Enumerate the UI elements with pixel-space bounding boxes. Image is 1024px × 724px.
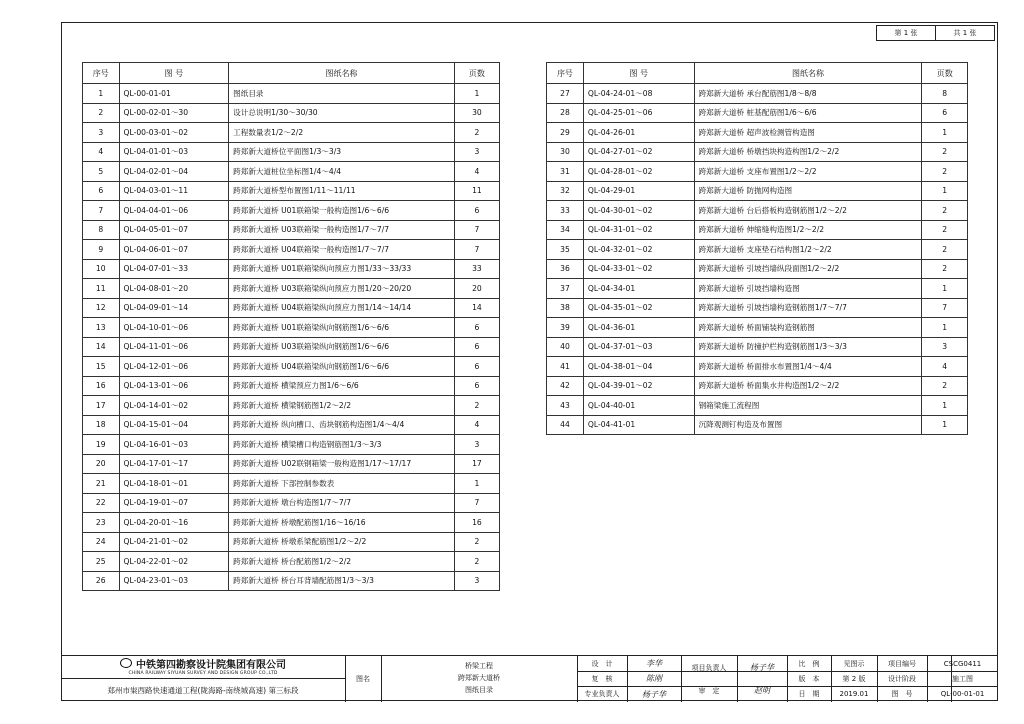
table-row bbox=[547, 123, 968, 143]
row-drawing-name: 跨郑新大道桥 U01联箱梁纵向钢筋图1/6～6/6 bbox=[229, 318, 455, 338]
row-number: 2 bbox=[83, 103, 120, 123]
row-page-count: 20 bbox=[454, 279, 499, 299]
row-number: 7 bbox=[83, 201, 120, 221]
design-stage-label: 设计阶段 bbox=[888, 674, 916, 683]
row-drawing-number: QL-04-39-01～02 bbox=[583, 376, 694, 396]
date-value: 2019.01 bbox=[839, 690, 869, 698]
row-drawing-name: 跨郑新大道桩位坐标图1/4～4/4 bbox=[229, 162, 455, 182]
row-number: 18 bbox=[83, 415, 120, 435]
row-drawing-name: 跨郑新大道桥 桥墩挡块构造构图1/2～2/2 bbox=[694, 142, 922, 162]
row-page-count: 7 bbox=[922, 298, 968, 318]
row-drawing-number: QL-04-06-01～07 bbox=[119, 240, 229, 260]
figure-number-label: 图 号 bbox=[891, 690, 913, 698]
table-row bbox=[547, 142, 968, 162]
row-page-count: 4 bbox=[454, 162, 499, 182]
row-drawing-name: 跨郑新大道桥 超声波检测管构造图 bbox=[694, 123, 922, 143]
row-drawing-name: 跨郑新大道桥 U03联箱梁纵向预应力图1/20～20/20 bbox=[229, 279, 455, 299]
row-number: 15 bbox=[83, 357, 120, 377]
table-row bbox=[83, 396, 500, 416]
row-drawing-name: 跨郑新大道桥 支座布置图1/2～2/2 bbox=[694, 162, 922, 182]
scale-label: 比 例 bbox=[798, 659, 820, 668]
row-drawing-number: QL-04-04-01～06 bbox=[119, 201, 229, 221]
row-number: 4 bbox=[83, 142, 120, 162]
title-line-2: 跨郑新大道桥 bbox=[458, 674, 500, 682]
row-drawing-number: QL-04-30-01～02 bbox=[583, 201, 694, 221]
row-number: 17 bbox=[83, 396, 120, 416]
table-row bbox=[83, 571, 500, 591]
project-lead-label: 项目负责人 bbox=[691, 663, 727, 672]
row-page-count: 2 bbox=[922, 240, 968, 260]
row-drawing-number: QL-04-08-01～20 bbox=[119, 279, 229, 299]
row-drawing-number: QL-04-25-01～06 bbox=[583, 103, 694, 123]
row-number: 30 bbox=[547, 142, 584, 162]
row-drawing-number: QL-04-10-01～06 bbox=[119, 318, 229, 338]
sheet-number: 第 1 张 bbox=[877, 26, 936, 40]
row-drawing-number: QL-04-02-01～04 bbox=[119, 162, 229, 182]
row-drawing-name: 工程数量表1/2～2/2 bbox=[229, 123, 455, 143]
table-row bbox=[547, 337, 968, 357]
table-row bbox=[83, 201, 500, 221]
row-page-count: 3 bbox=[922, 337, 968, 357]
review-label: 审 定 bbox=[698, 686, 720, 695]
row-drawing-number: QL-04-37-01～03 bbox=[583, 337, 694, 357]
table-row bbox=[83, 181, 500, 201]
row-drawing-number: QL-04-09-01～14 bbox=[119, 298, 229, 318]
table-row bbox=[547, 396, 968, 416]
row-drawing-number: QL-04-41-01 bbox=[583, 415, 694, 435]
row-page-count: 8 bbox=[922, 84, 968, 104]
row-number: 31 bbox=[547, 162, 584, 182]
row-drawing-name: 跨郑新大道桥 U03联箱梁纵向钢筋图1/6～6/6 bbox=[229, 337, 455, 357]
row-drawing-name: 跨郑新大道桥 防撞护栏构造钢筋图1/3～3/3 bbox=[694, 337, 922, 357]
table-row bbox=[83, 454, 500, 474]
row-drawing-name: 跨郑新大道桥 U01联箱梁一般构造图1/6～6/6 bbox=[229, 201, 455, 221]
row-drawing-number: QL-04-23-01～03 bbox=[119, 571, 229, 591]
row-drawing-number: QL-04-36-01 bbox=[583, 318, 694, 338]
row-page-count: 3 bbox=[454, 571, 499, 591]
row-number: 41 bbox=[547, 357, 584, 377]
row-drawing-number: QL-00-03-01～02 bbox=[119, 123, 229, 143]
row-drawing-number: QL-04-34-01 bbox=[583, 279, 694, 299]
company-name: 中铁第四勘察设计院集团有限公司 bbox=[61, 656, 345, 670]
date-label: 日 期 bbox=[798, 690, 820, 698]
row-drawing-number: QL-04-20-01～16 bbox=[119, 513, 229, 533]
row-drawing-name: 跨郑新大道桥 横梁预应力图1/6～6/6 bbox=[229, 376, 455, 396]
project-name: 郑州市粜西路快速通道工程(陇海路-南绕城高速) 第三标段 bbox=[107, 686, 299, 695]
table-row bbox=[83, 259, 500, 279]
row-number: 20 bbox=[83, 454, 120, 474]
row-number: 25 bbox=[83, 552, 120, 572]
project-number-label: 项目编号 bbox=[888, 659, 916, 668]
row-drawing-number: QL-04-15-01～04 bbox=[119, 415, 229, 435]
table-row bbox=[83, 103, 500, 123]
row-drawing-number: QL-04-14-01～02 bbox=[119, 396, 229, 416]
row-drawing-number: QL-04-31-01～02 bbox=[583, 220, 694, 240]
row-page-count: 7 bbox=[454, 240, 499, 260]
row-drawing-name: 跨郑新大道桥 桥面集水井构造图1/2～2/2 bbox=[694, 376, 922, 396]
row-page-count: 1 bbox=[922, 396, 968, 416]
row-number: 32 bbox=[547, 181, 584, 201]
row-page-count: 6 bbox=[454, 357, 499, 377]
row-page-count: 7 bbox=[454, 220, 499, 240]
row-page-count: 1 bbox=[922, 318, 968, 338]
version-label: 版 本 bbox=[798, 674, 820, 683]
header-no: 序号 bbox=[83, 63, 120, 84]
table-row bbox=[83, 376, 500, 396]
row-drawing-name: 跨郑新大道桥 U01联箱梁纵向预应力图1/33～33/33 bbox=[229, 259, 455, 279]
design-signature: 李华 bbox=[646, 659, 662, 668]
row-drawing-number: QL-04-38-01～04 bbox=[583, 357, 694, 377]
table-row bbox=[547, 181, 968, 201]
row-page-count: 17 bbox=[454, 454, 499, 474]
project-lead-signature: 杨子华 bbox=[750, 663, 774, 672]
row-page-count: 11 bbox=[454, 181, 499, 201]
row-drawing-number: QL-04-03-01～11 bbox=[119, 181, 229, 201]
table-row bbox=[547, 298, 968, 318]
row-drawing-number: QL-04-35-01～02 bbox=[583, 298, 694, 318]
header-drawing-no: 图 号 bbox=[119, 63, 229, 84]
row-drawing-name: 跨郑新大道桥 U04联箱梁一般构造图1/7～7/7 bbox=[229, 240, 455, 260]
table-row bbox=[83, 220, 500, 240]
row-page-count: 4 bbox=[922, 357, 968, 377]
row-number: 33 bbox=[547, 201, 584, 221]
row-drawing-name: 跨郑新大道桥 U04联箱梁纵向预应力图1/14～14/14 bbox=[229, 298, 455, 318]
table-row bbox=[83, 162, 500, 182]
header-name: 图纸名称 bbox=[694, 63, 922, 84]
table-row bbox=[547, 103, 968, 123]
row-drawing-number: QL-04-01-01～03 bbox=[119, 142, 229, 162]
row-drawing-number: QL-04-13-01～06 bbox=[119, 376, 229, 396]
row-drawing-name: 跨郑新大道桥 承台配筋图1/8～8/8 bbox=[694, 84, 922, 104]
row-drawing-number: QL-04-19-01～07 bbox=[119, 493, 229, 513]
table-row bbox=[83, 435, 500, 455]
row-page-count: 1 bbox=[454, 84, 499, 104]
row-drawing-number: QL-04-22-01～02 bbox=[119, 552, 229, 572]
table-row bbox=[83, 240, 500, 260]
row-number: 11 bbox=[83, 279, 120, 299]
row-drawing-number: QL-04-07-01～33 bbox=[119, 259, 229, 279]
row-page-count: 6 bbox=[922, 103, 968, 123]
row-drawing-name: 跨郑新大道桥 墩台构造图1/7～7/7 bbox=[229, 493, 455, 513]
row-page-count: 2 bbox=[454, 123, 499, 143]
row-page-count: 2 bbox=[922, 201, 968, 221]
table-row bbox=[547, 240, 968, 260]
row-number: 9 bbox=[83, 240, 120, 260]
row-drawing-name: 跨郑新大道桥 U02联钢箱梁一般构造图1/17～17/17 bbox=[229, 454, 455, 474]
table-row bbox=[83, 298, 500, 318]
header-name: 图纸名称 bbox=[229, 63, 455, 84]
drawing-title-label: 图名 bbox=[356, 675, 370, 683]
row-page-count: 16 bbox=[454, 513, 499, 533]
table-row bbox=[83, 357, 500, 377]
header-pages: 页数 bbox=[454, 63, 499, 84]
row-number: 12 bbox=[83, 298, 120, 318]
row-drawing-name: 跨郑新大道桥 桥墩系梁配筋图1/2～2/2 bbox=[229, 532, 455, 552]
row-drawing-number: QL-04-32-01～02 bbox=[583, 240, 694, 260]
row-number: 19 bbox=[83, 435, 120, 455]
row-drawing-name: 跨郑新大道桥 防抛网构造图 bbox=[694, 181, 922, 201]
check-label: 复 核 bbox=[591, 674, 613, 683]
design-label: 设 计 bbox=[591, 659, 613, 668]
row-page-count: 14 bbox=[454, 298, 499, 318]
row-number: 26 bbox=[83, 571, 120, 591]
specialist-label: 专业负责人 bbox=[584, 690, 620, 698]
row-drawing-number: QL-04-11-01～06 bbox=[119, 337, 229, 357]
row-page-count: 6 bbox=[454, 376, 499, 396]
row-drawing-number: QL-00-02-01～30 bbox=[119, 103, 229, 123]
row-number: 28 bbox=[547, 103, 584, 123]
table-row bbox=[83, 337, 500, 357]
row-page-count: 2 bbox=[454, 552, 499, 572]
table-row bbox=[83, 493, 500, 513]
design-stage-value: 施工图 bbox=[952, 674, 973, 683]
row-drawing-number: QL-04-28-01～02 bbox=[583, 162, 694, 182]
row-number: 22 bbox=[83, 493, 120, 513]
row-drawing-name: 跨郑新大道桥 引坡挡墙纵段面图1/2～2/2 bbox=[694, 259, 922, 279]
row-page-count: 3 bbox=[454, 142, 499, 162]
row-number: 24 bbox=[83, 532, 120, 552]
row-page-count: 4 bbox=[454, 415, 499, 435]
row-number: 14 bbox=[83, 337, 120, 357]
row-page-count: 7 bbox=[454, 493, 499, 513]
row-number: 29 bbox=[547, 123, 584, 143]
row-page-count: 1 bbox=[922, 415, 968, 435]
table-row bbox=[547, 415, 968, 435]
drawing-index-table-left bbox=[82, 62, 500, 591]
row-page-count: 1 bbox=[454, 474, 499, 494]
title-line-1: 桥梁工程 bbox=[465, 662, 493, 670]
row-number: 44 bbox=[547, 415, 584, 435]
row-drawing-name: 跨郑新大道桥 伸缩缝构造图1/2～2/2 bbox=[694, 220, 922, 240]
row-drawing-number: QL-04-29-01 bbox=[583, 181, 694, 201]
row-number: 35 bbox=[547, 240, 584, 260]
row-number: 39 bbox=[547, 318, 584, 338]
row-page-count: 2 bbox=[922, 376, 968, 396]
table-row bbox=[83, 123, 500, 143]
row-number: 16 bbox=[83, 376, 120, 396]
row-number: 10 bbox=[83, 259, 120, 279]
table-row bbox=[83, 318, 500, 338]
row-drawing-name: 跨郑新大道桥 横梁钢筋图1/2～2/2 bbox=[229, 396, 455, 416]
sheet-counter bbox=[876, 25, 995, 41]
review-signature: 赵明 bbox=[754, 686, 770, 695]
row-page-count: 2 bbox=[922, 142, 968, 162]
row-number: 23 bbox=[83, 513, 120, 533]
row-drawing-name: 跨郑新大道桥 引坡挡墙构造钢筋图1/7～7/7 bbox=[694, 298, 922, 318]
row-drawing-number: QL-04-21-01～02 bbox=[119, 532, 229, 552]
row-page-count: 2 bbox=[922, 220, 968, 240]
sheet-total: 共 1 张 bbox=[953, 29, 977, 37]
row-number: 6 bbox=[83, 181, 120, 201]
row-page-count: 2 bbox=[922, 259, 968, 279]
row-drawing-number: QL-04-16-01～03 bbox=[119, 435, 229, 455]
row-page-count: 6 bbox=[454, 337, 499, 357]
row-number: 40 bbox=[547, 337, 584, 357]
table-row bbox=[547, 220, 968, 240]
row-drawing-number: QL-04-05-01～07 bbox=[119, 220, 229, 240]
row-drawing-name: 跨郑新大道桥 桥面铺装构造钢筋图 bbox=[694, 318, 922, 338]
scale-value: 见图示 bbox=[843, 659, 865, 668]
row-drawing-name: 跨郑新大道桥 支座垫石结构图1/2～2/2 bbox=[694, 240, 922, 260]
row-drawing-number: QL-04-24-01～08 bbox=[583, 84, 694, 104]
table-row bbox=[83, 415, 500, 435]
row-drawing-number: QL-04-12-01～06 bbox=[119, 357, 229, 377]
row-drawing-name: 跨郑新大道桥 桥台耳背墙配筋图1/3～3/3 bbox=[229, 571, 455, 591]
row-drawing-number: QL-04-27-01～02 bbox=[583, 142, 694, 162]
row-drawing-number: QL-04-18-01～01 bbox=[119, 474, 229, 494]
row-number: 34 bbox=[547, 220, 584, 240]
check-signature: 陈刚 bbox=[646, 674, 662, 683]
title-line-3: 图纸目录 bbox=[465, 686, 493, 694]
row-number: 36 bbox=[547, 259, 584, 279]
header-no: 序号 bbox=[547, 63, 584, 84]
row-page-count: 1 bbox=[922, 181, 968, 201]
header-pages: 页数 bbox=[922, 63, 968, 84]
row-page-count: 2 bbox=[454, 396, 499, 416]
row-page-count: 6 bbox=[454, 318, 499, 338]
row-drawing-name: 跨郑新大道桥 横梁槽口构造钢筋图1/3～3/3 bbox=[229, 435, 455, 455]
table-row bbox=[83, 474, 500, 494]
figure-number-value: QL-00-01-01 bbox=[940, 690, 985, 698]
row-number: 37 bbox=[547, 279, 584, 299]
row-number: 38 bbox=[547, 298, 584, 318]
row-page-count: 1 bbox=[922, 123, 968, 143]
row-number: 42 bbox=[547, 376, 584, 396]
row-drawing-name: 跨郑新大道桥 U04联箱梁纵向钢筋图1/6～6/6 bbox=[229, 357, 455, 377]
table-row bbox=[547, 259, 968, 279]
row-drawing-number: QL-04-33-01～02 bbox=[583, 259, 694, 279]
table-header-row bbox=[83, 63, 500, 84]
row-number: 1 bbox=[83, 84, 120, 104]
row-drawing-name: 跨郑新大道桥位平面图1/3～3/3 bbox=[229, 142, 455, 162]
row-page-count: 30 bbox=[454, 103, 499, 123]
row-drawing-number: QL-04-26-01 bbox=[583, 123, 694, 143]
row-drawing-name: 设计总说明1/30～30/30 bbox=[229, 103, 455, 123]
row-drawing-number: QL-04-17-01～17 bbox=[119, 454, 229, 474]
row-page-count: 2 bbox=[922, 162, 968, 182]
row-drawing-name: 跨郑新大道桥 桩基配筋图1/6～6/6 bbox=[694, 103, 922, 123]
row-number: 43 bbox=[547, 396, 584, 416]
table-row bbox=[83, 142, 500, 162]
row-number: 13 bbox=[83, 318, 120, 338]
table-row bbox=[83, 279, 500, 299]
company-logo-icon bbox=[120, 658, 132, 668]
row-drawing-number: QL-04-40-01 bbox=[583, 396, 694, 416]
project-number-value: CSCG0411 bbox=[943, 659, 982, 668]
row-drawing-name: 跨郑新大道桥 台后搭板构造钢筋图1/2～2/2 bbox=[694, 201, 922, 221]
row-page-count: 33 bbox=[454, 259, 499, 279]
row-number: 8 bbox=[83, 220, 120, 240]
row-drawing-name: 跨郑新大道桥 U03联箱梁一般构造图1/7～7/7 bbox=[229, 220, 455, 240]
row-drawing-name: 钢箱梁施工流程图 bbox=[694, 396, 922, 416]
row-drawing-name: 沉降观测钉构造及布置图 bbox=[694, 415, 922, 435]
row-number: 5 bbox=[83, 162, 120, 182]
row-page-count: 1 bbox=[922, 279, 968, 299]
row-number: 3 bbox=[83, 123, 120, 143]
row-drawing-name: 跨郑新大道桥型布置图1/11～11/11 bbox=[229, 181, 455, 201]
drawing-index-table-right bbox=[546, 62, 968, 435]
row-page-count: 3 bbox=[454, 435, 499, 455]
table-row bbox=[83, 552, 500, 572]
title-block bbox=[61, 655, 998, 702]
company-name-en: CHINA RAILWAY SIYUAN SURVEY AND DESIGN GROUP CO.,LTD bbox=[128, 671, 278, 676]
row-number: 21 bbox=[83, 474, 120, 494]
row-drawing-name: 图纸目录 bbox=[229, 84, 455, 104]
table-row bbox=[547, 84, 968, 104]
row-drawing-name: 跨郑新大道桥 桥台配筋图1/2～2/2 bbox=[229, 552, 455, 572]
row-drawing-number: QL-00-01-01 bbox=[119, 84, 229, 104]
row-drawing-name: 跨郑新大道桥 纵向槽口、齿块钢筋构造图1/4～4/4 bbox=[229, 415, 455, 435]
row-drawing-name: 跨郑新大道桥 桥墩配筋图1/16～16/16 bbox=[229, 513, 455, 533]
header-drawing-no: 图 号 bbox=[583, 63, 694, 84]
table-row bbox=[547, 376, 968, 396]
table-row bbox=[547, 279, 968, 299]
version-value: 第 2 版 bbox=[842, 674, 866, 683]
table-row bbox=[547, 162, 968, 182]
table-row bbox=[83, 513, 500, 533]
table-header-row bbox=[547, 63, 968, 84]
row-page-count: 2 bbox=[454, 532, 499, 552]
row-drawing-name: 跨郑新大道桥 下部控制参数表 bbox=[229, 474, 455, 494]
table-row bbox=[547, 357, 968, 377]
table-row bbox=[83, 532, 500, 552]
row-page-count: 6 bbox=[454, 201, 499, 221]
row-drawing-name: 跨郑新大道桥 桥面排水布置图1/4～4/4 bbox=[694, 357, 922, 377]
table-row bbox=[83, 84, 500, 104]
specialist-signature: 杨子华 bbox=[642, 689, 666, 699]
row-drawing-name: 跨郑新大道桥 引坡挡墙构造图 bbox=[694, 279, 922, 299]
row-number: 27 bbox=[547, 84, 584, 104]
table-row bbox=[547, 201, 968, 221]
table-row bbox=[547, 318, 968, 338]
